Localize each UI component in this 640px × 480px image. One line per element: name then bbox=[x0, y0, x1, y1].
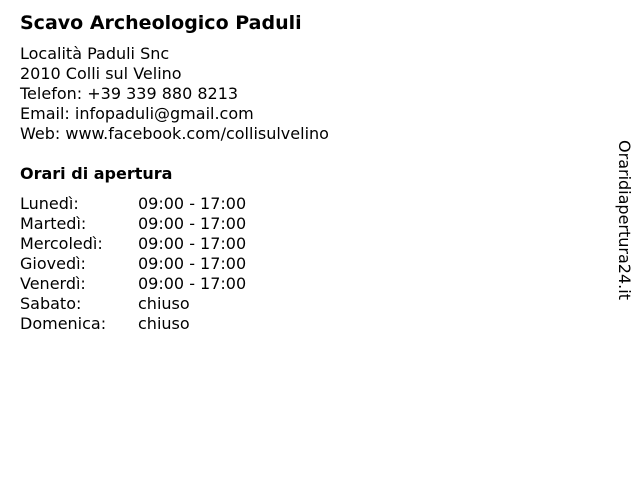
page-title: Scavo Archeologico Paduli bbox=[20, 12, 302, 34]
time-value: 09:00 - 17:00 bbox=[138, 254, 247, 273]
time-value: chiuso bbox=[138, 314, 190, 333]
email-text: Email: infopaduli@gmail.com bbox=[20, 104, 254, 123]
web-text: Web: www.facebook.com/collisulvelino bbox=[20, 124, 329, 143]
hours-row-saturday bbox=[20, 294, 246, 314]
opening-hours-table bbox=[20, 194, 246, 334]
phone-text: Telefon: +39 339 880 8213 bbox=[20, 84, 239, 103]
day-label: Sabato: bbox=[20, 294, 82, 313]
hours-row-thursday bbox=[20, 254, 246, 274]
day-label: Lunedì: bbox=[20, 194, 79, 213]
hours-row-tuesday bbox=[20, 214, 246, 234]
time-value: 09:00 - 17:00 bbox=[138, 274, 247, 293]
hours-row-sunday bbox=[20, 314, 246, 334]
day-label: Domenica: bbox=[20, 314, 107, 333]
hours-row-friday bbox=[20, 274, 246, 294]
time-value: 09:00 - 17:00 bbox=[138, 214, 247, 233]
day-label: Mercoledì: bbox=[20, 234, 103, 253]
site-watermark: Oraridiapertura24.it bbox=[615, 140, 634, 300]
address-street: Località Paduli Snc bbox=[20, 44, 170, 63]
time-value: chiuso bbox=[138, 294, 190, 313]
hours-row-wednesday bbox=[20, 234, 246, 254]
day-label: Venerdì: bbox=[20, 274, 86, 293]
address-block bbox=[20, 44, 329, 144]
day-label: Giovedì: bbox=[20, 254, 86, 273]
hours-row-monday bbox=[20, 194, 246, 214]
time-value: 09:00 - 17:00 bbox=[138, 194, 247, 213]
day-label: Martedì: bbox=[20, 214, 87, 233]
opening-hours-heading: Orari di apertura bbox=[20, 164, 173, 183]
address-city: 2010 Colli sul Velino bbox=[20, 64, 182, 83]
time-value: 09:00 - 17:00 bbox=[138, 234, 247, 253]
